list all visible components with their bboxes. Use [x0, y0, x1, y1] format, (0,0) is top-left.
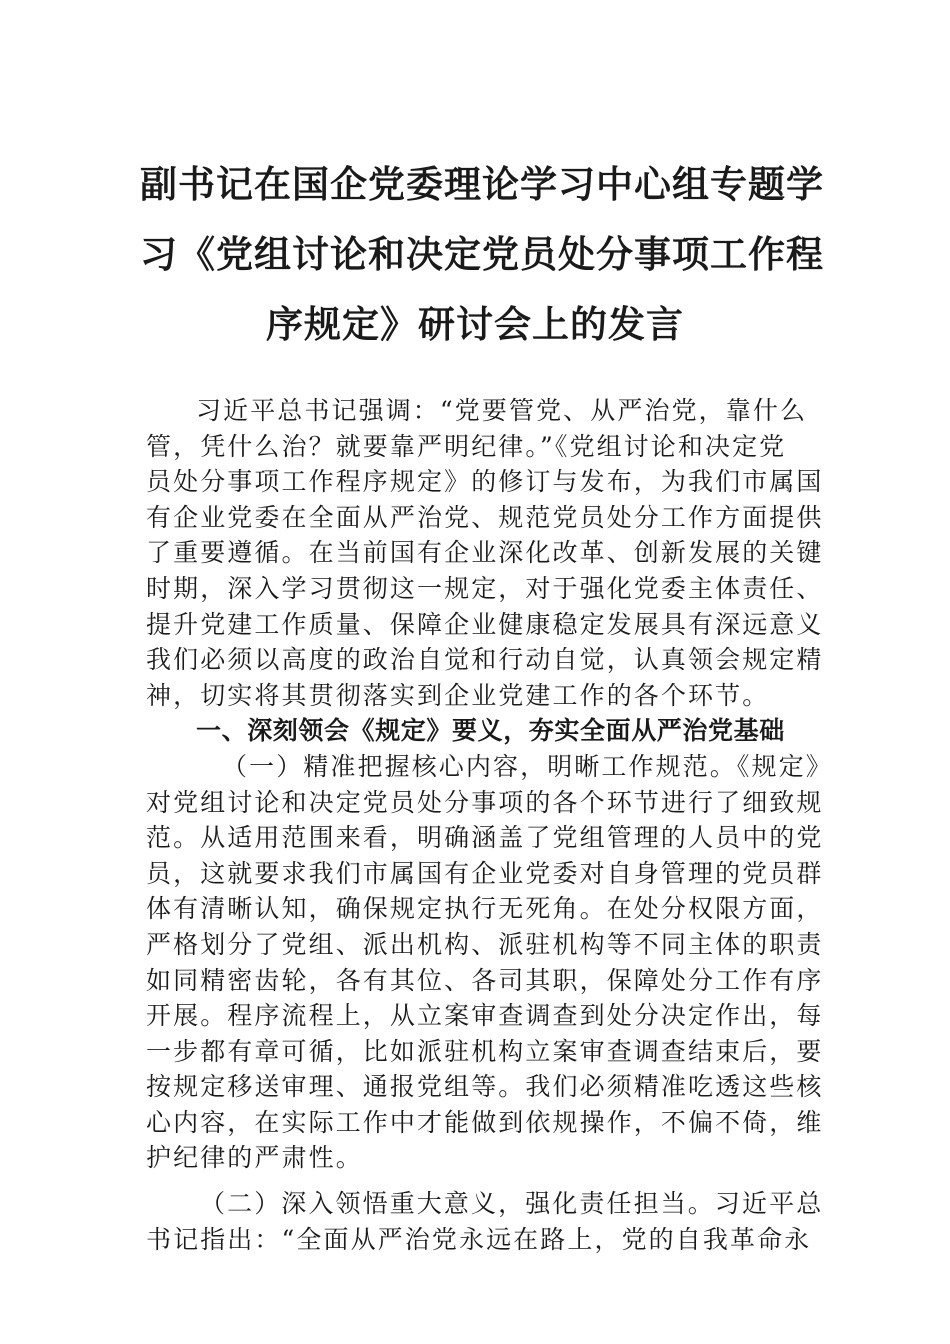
- document-body: [146, 393, 833, 1257]
- title-line: 习《党组讨论和决定党员处分事项工作程: [140, 233, 824, 276]
- text-line: 心内容，在实际工作中才能做到依规操作，不偏不倚，维: [146, 1107, 824, 1137]
- intro-paragraph: [146, 393, 824, 713]
- text-line: 按规定移送审理、通报党组等。我们必须精准吃透这些核: [146, 1072, 824, 1102]
- text-line: 开展。程序流程上，从立案审查调查到处分决定作出，每: [146, 1001, 824, 1031]
- text-line: 提升党建工作质量、保障企业健康稳定发展具有深远意义: [146, 609, 824, 639]
- text-line: 管，凭什么治？就要靠严明纪律。”《党组讨论和决定党: [146, 431, 787, 461]
- subsection-paragraph: [146, 1186, 824, 1257]
- text-line: （二）深入领悟重大意义，强化责任担当。习近平总: [200, 1189, 824, 1219]
- text-line: 员处分事项工作程序规定》的修订与发布，为我们市属国: [146, 467, 824, 497]
- title-line: 副书记在国企党委理论学习中心组专题学: [140, 163, 824, 206]
- text-line: 严格划分了党组、派出机构、派驻机构等不同主体的职责: [146, 929, 824, 959]
- subsection-paragraph: [146, 749, 833, 1176]
- text-line: 护纪律的严肃性。: [146, 1143, 363, 1173]
- text-line: 神，切实将其贯彻落实到企业党建工作的各个环节。: [146, 680, 770, 710]
- text-line: 我们必须以高度的政治自觉和行动自觉，认真领会规定精: [146, 645, 824, 675]
- text-line: 如同精密齿轮，各有其位、各司其职，保障处分工作有序: [146, 965, 824, 995]
- text-line: 员，这就要求我们市属国有企业党委对自身管理的党员群: [146, 858, 824, 888]
- text-line: 对党组讨论和决定党员处分事项的各个环节进行了细致规: [146, 787, 824, 817]
- paragraph-gap: [146, 1176, 808, 1186]
- title-line: 序规定》研讨会上的发言: [266, 303, 684, 346]
- text-line: 习近平总书记强调：“党要管党、从严治党，靠什么: [196, 396, 808, 425]
- text-line: 书记指出：“全面从严治党永远在路上，党的自我革命永: [146, 1224, 812, 1254]
- text-line: 一步都有章可循，比如派驻机构立案审查调查结束后，要: [146, 1036, 824, 1066]
- text-line: 时期，深入学习贯彻这一规定，对于强化党委主体责任、: [146, 573, 824, 603]
- text-line: 范。从适用范围来看，明确涵盖了党组管理的人员中的党: [146, 823, 824, 853]
- text-line: 体有清晰认知，确保规定执行无死角。在处分权限方面，: [146, 894, 824, 924]
- section-heading: 一、深刻领会《规定》要义，夯实全面从严治党基础: [196, 716, 785, 746]
- document-title: [140, 150, 824, 360]
- text-line: （一）精准把握核心内容，明晰工作规范。《规定》: [222, 751, 833, 781]
- text-line: 有企业党委在全面从严治党、规范党员处分工作方面提供: [146, 502, 824, 532]
- text-line: 了重要遵循。在当前国有企业深化改革、创新发展的关键: [146, 538, 824, 568]
